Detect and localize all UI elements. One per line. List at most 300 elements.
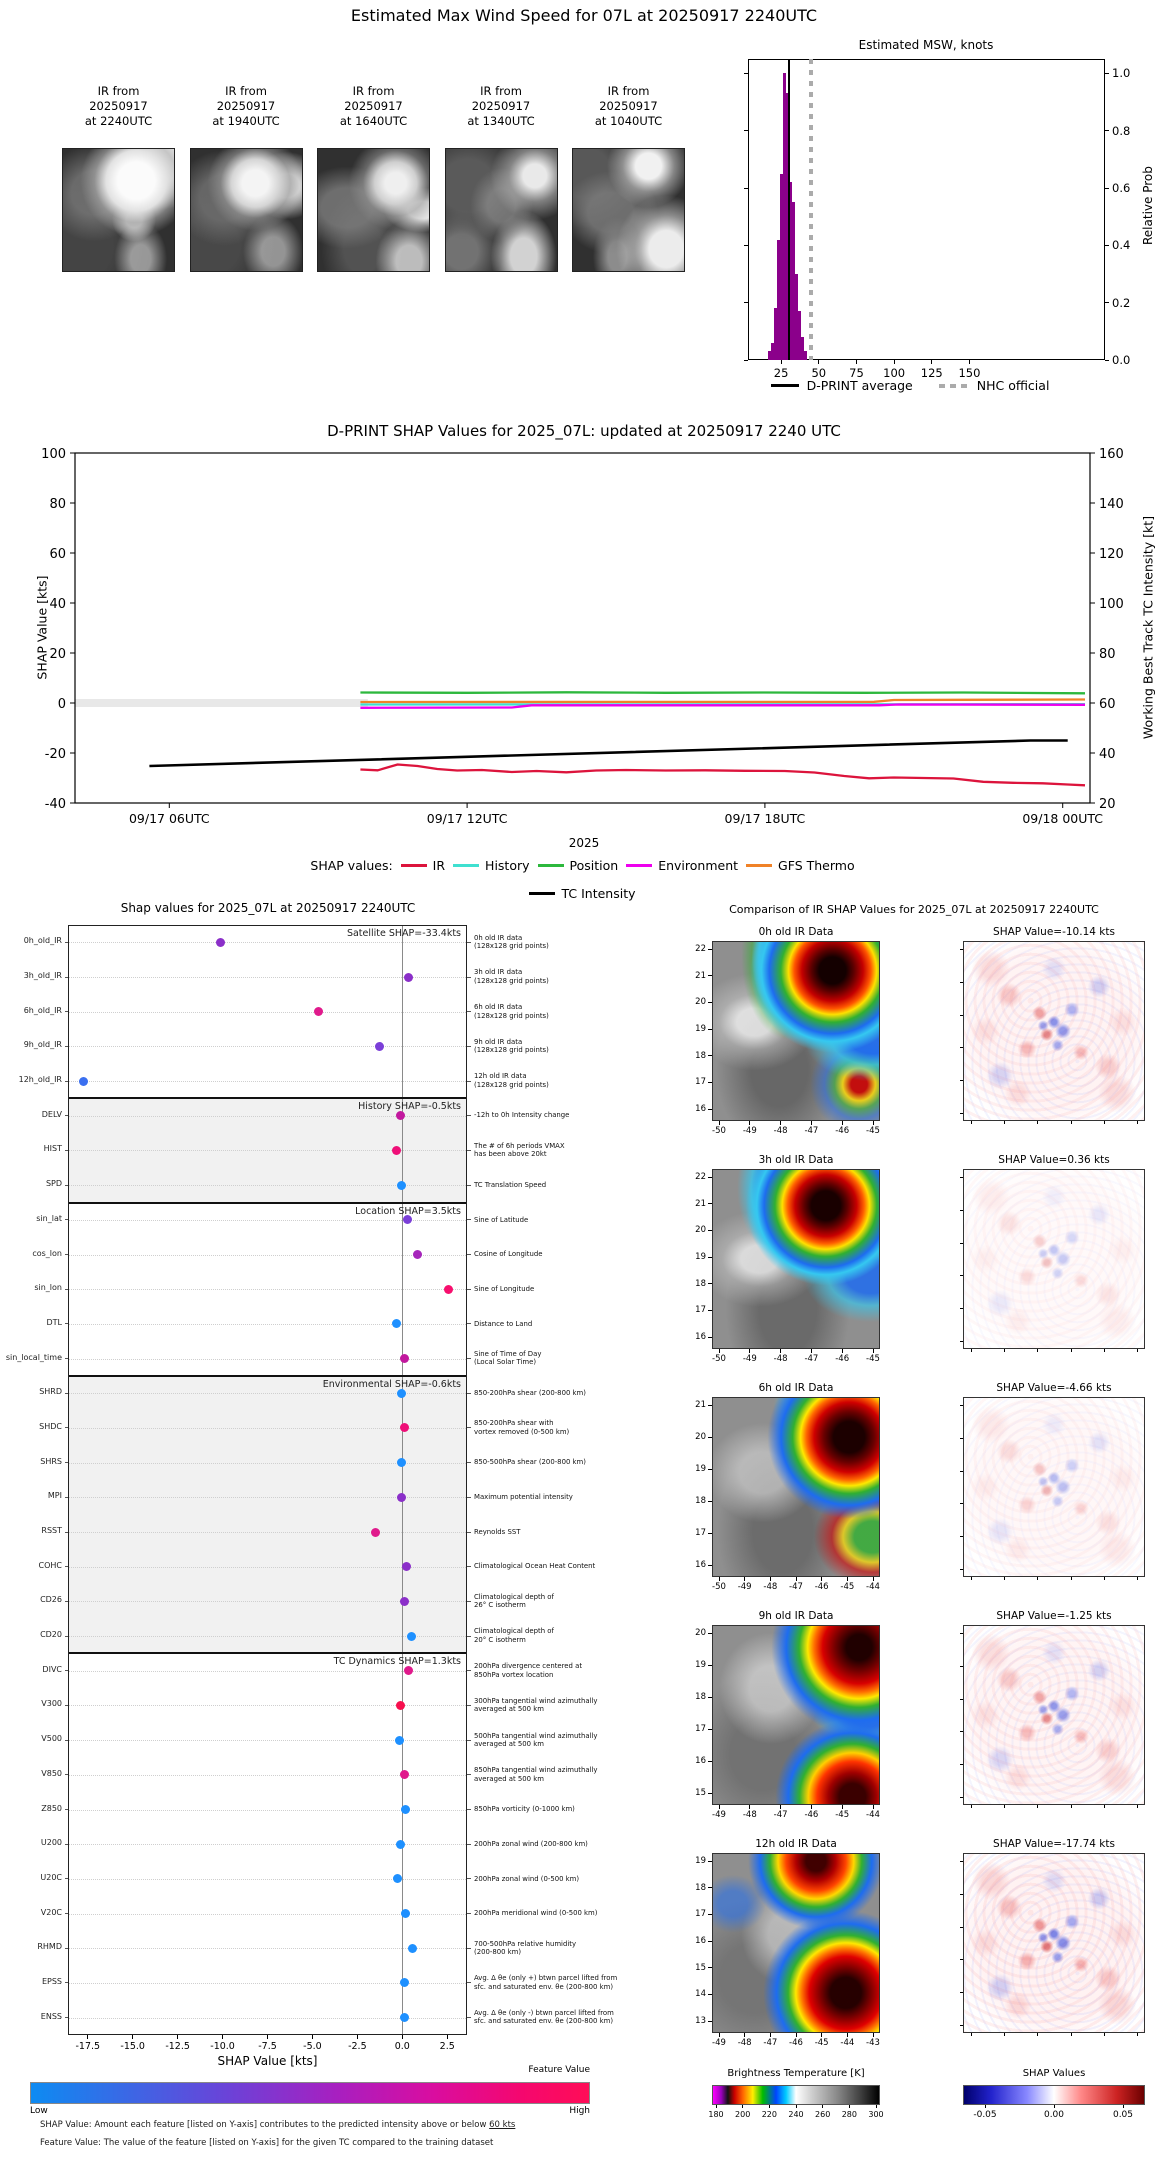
feature-right-tick bbox=[467, 1497, 471, 1498]
colorbar-low-label: Low bbox=[30, 2106, 48, 2116]
feature-description bbox=[474, 1250, 649, 1258]
feature-tick-label: U20C bbox=[40, 1872, 62, 1882]
timeseries-title: D-PRINT SHAP Values for 2025_07L: updated at 20250917 2240 UTC bbox=[327, 422, 841, 440]
lat-tick bbox=[708, 1793, 712, 1794]
shap-panel-x-tick bbox=[1104, 1577, 1105, 1580]
feature-description-line: sfc. and saturated env. θe (200-800 km) bbox=[474, 2017, 614, 2026]
lat-tick bbox=[708, 1861, 712, 1862]
lon-tick-label: -45 bbox=[840, 1582, 855, 1592]
bt-colorbar-tick bbox=[769, 2105, 770, 2108]
shap-panel-y-tick bbox=[960, 1992, 963, 1993]
feature-right-tick bbox=[467, 1636, 471, 1637]
feature-description-line: The # of 6h periods VMAX bbox=[474, 1141, 565, 1150]
lat-tick-label: 16 bbox=[695, 1560, 706, 1570]
shap-panel-y-tick bbox=[960, 1438, 963, 1439]
feature-description bbox=[474, 1875, 649, 1883]
feature-right-tick bbox=[467, 1115, 471, 1116]
feature-description-line: 850-200hPa shear with bbox=[474, 1419, 554, 1428]
timeseries-right-ylabel: Working Best Track TC Intensity [kt] bbox=[1140, 515, 1156, 740]
lat-tick bbox=[708, 2021, 712, 2022]
legend-item-environment bbox=[626, 858, 738, 873]
dotplot-x-tick-label: -7.5 bbox=[258, 2041, 277, 2052]
lon-tick bbox=[796, 1577, 797, 1581]
shap-panel-x-tick bbox=[971, 1349, 972, 1352]
shap-panel-y-tick bbox=[960, 1471, 963, 1472]
shap-panel-x-tick bbox=[1137, 1577, 1138, 1580]
dotplot-row-gridline bbox=[69, 1705, 466, 1706]
shap-panel-x-tick bbox=[1004, 1577, 1005, 1580]
shap-value-image bbox=[963, 1169, 1145, 1349]
feature-description-line: 200hPa zonal wind (200-800 km) bbox=[474, 1839, 588, 1848]
lon-tick bbox=[873, 1121, 874, 1125]
page-title: Estimated Max Wind Speed for 07L at 20250917 2240UTC bbox=[350, 6, 818, 25]
feature-left-tick bbox=[65, 1185, 68, 1186]
feature-description-line: vortex removed (0-500 km) bbox=[474, 1427, 570, 1436]
ir-data-image bbox=[712, 1625, 880, 1805]
shap-panel-x-tick bbox=[1071, 1577, 1072, 1580]
feature-description-line: 850hPa vortex location bbox=[474, 1670, 554, 1679]
feature-description bbox=[474, 1974, 649, 1991]
shap-panel-y-tick bbox=[960, 1861, 963, 1862]
feature-tick-label: V850 bbox=[41, 1768, 62, 1778]
dotplot-row-gridline bbox=[69, 1740, 466, 1741]
dotplot-x-tick bbox=[177, 2035, 178, 2039]
histogram-x-tick-label: 75 bbox=[849, 366, 864, 380]
lon-tick-label: -46 bbox=[835, 1126, 850, 1136]
feature-description-line: sfc. and saturated env. θe (200-800 km) bbox=[474, 1982, 614, 1991]
histogram-x-tick-label: 50 bbox=[811, 366, 827, 380]
shap-panel-y-tick bbox=[960, 949, 963, 950]
lat-tick bbox=[708, 1002, 712, 1003]
feature-right-tick bbox=[467, 1601, 471, 1602]
feature-description bbox=[474, 934, 649, 951]
feature-left-tick bbox=[65, 1462, 68, 1463]
feature-description-line: (128x128 grid points) bbox=[474, 942, 549, 951]
lat-tick-label: 18 bbox=[695, 1496, 706, 1506]
feature-description bbox=[474, 1562, 649, 1570]
lat-tick-label: 16 bbox=[695, 1332, 706, 1342]
feature-left-tick bbox=[65, 1289, 68, 1290]
feature-description bbox=[474, 1662, 649, 1679]
feature-description bbox=[474, 1840, 649, 1848]
lat-tick bbox=[708, 1082, 712, 1083]
feature-left-tick bbox=[65, 1150, 68, 1151]
shap-panel-y-tick bbox=[960, 1927, 963, 1928]
shap-noise-texture bbox=[964, 1398, 1144, 1576]
ir-thumbnail-label-line: 20250917 bbox=[344, 98, 403, 113]
ir-data-image bbox=[712, 941, 880, 1121]
lon-tick bbox=[744, 1577, 745, 1581]
feature-right-tick bbox=[467, 1809, 471, 1810]
feature-left-tick bbox=[65, 1046, 68, 1047]
feature-description bbox=[474, 1697, 649, 1714]
dotplot-row-gridline bbox=[69, 1497, 466, 1498]
x-tick-label: 09/17 06UTC bbox=[128, 811, 210, 826]
feature-description bbox=[474, 1627, 649, 1644]
histogram-right-tick-label: 0.8 bbox=[1112, 123, 1131, 138]
series-position bbox=[360, 692, 1085, 693]
shap-value-image bbox=[963, 1625, 1145, 1805]
shap-panel-y-tick bbox=[960, 1243, 963, 1244]
feature-description bbox=[474, 1181, 649, 1189]
feature-tick-label: cos_lon bbox=[32, 1248, 62, 1258]
feature-tick-label: sin_lat bbox=[36, 1213, 62, 1223]
histogram-right-tick-label: 0.6 bbox=[1112, 181, 1131, 195]
lat-tick bbox=[708, 1203, 712, 1204]
lon-tick-label: -50 bbox=[712, 1126, 726, 1136]
feature-description-line: Sine of Longitude bbox=[474, 1284, 535, 1293]
right-y-tick-label: 80 bbox=[1099, 647, 1116, 662]
shap-dot bbox=[371, 1528, 380, 1537]
feature-tick-label: DTL bbox=[46, 1317, 62, 1327]
legend-line-swatch bbox=[401, 864, 427, 867]
lat-tick-label: 18 bbox=[695, 1050, 706, 1061]
histogram-right-tick-label: 0.0 bbox=[1112, 353, 1131, 367]
feature-tick-label: 6h_old_IR bbox=[23, 1005, 62, 1015]
left-y-tick-label: 100 bbox=[41, 447, 66, 462]
shap-panel-y-tick bbox=[960, 1764, 963, 1765]
lat-tick bbox=[708, 949, 712, 950]
feature-description-line: (Local Solar Time) bbox=[474, 1358, 537, 1367]
feature-tick-label: sin_local_time bbox=[5, 1352, 62, 1362]
feature-description bbox=[474, 1805, 649, 1813]
x-tick-label: 09/18 00UTC bbox=[1022, 811, 1104, 826]
dotplot-row-gridline bbox=[69, 1116, 466, 1117]
legend-item-ir bbox=[401, 858, 445, 873]
lat-tick bbox=[708, 1501, 712, 1502]
lat-tick-label: 20 bbox=[695, 1432, 706, 1442]
feature-left-tick bbox=[65, 1948, 68, 1949]
shap-panel-y-tick bbox=[960, 2025, 963, 2026]
feature-description-line: 300hPa tangential wind azimuthally bbox=[474, 1696, 598, 1705]
lon-tick-label: -49 bbox=[742, 1126, 757, 1136]
ir-data-image bbox=[712, 1397, 880, 1577]
lon-tick bbox=[749, 1805, 750, 1809]
lon-tick-label: -49 bbox=[742, 1354, 757, 1364]
x-tick-label: 09/17 18UTC bbox=[724, 811, 806, 826]
feature-tick-label: RSST bbox=[41, 1526, 62, 1536]
feature-tick-label: SPD bbox=[45, 1179, 62, 1189]
shap-panel-x-tick bbox=[1071, 2033, 1072, 2036]
ir-data-title: 0h old IR Data bbox=[758, 926, 834, 938]
lat-tick-label: 19 bbox=[695, 1660, 706, 1670]
shap-dot bbox=[400, 1354, 409, 1363]
feature-tick-label: 12h_old_IR bbox=[18, 1075, 62, 1085]
feature-right-tick bbox=[467, 1982, 471, 1983]
lat-tick bbox=[708, 1665, 712, 1666]
feature-description-line: Reynolds SST bbox=[474, 1527, 521, 1536]
shap-dot bbox=[403, 1215, 412, 1224]
left-y-tick-label: -20 bbox=[44, 747, 66, 762]
shap-panel-x-tick bbox=[1071, 1349, 1072, 1352]
lon-tick bbox=[719, 1805, 720, 1809]
feature-description-line: (128x128 grid points) bbox=[474, 1080, 549, 1089]
dotplot-x-tick bbox=[447, 2035, 448, 2039]
histogram-right-tick-label: 0.4 bbox=[1112, 238, 1131, 253]
right-y-tick-label: 160 bbox=[1099, 447, 1124, 462]
feature-right-tick bbox=[467, 1462, 471, 1463]
feature-left-tick bbox=[65, 1566, 68, 1567]
ir-thumbnail-label-line: 20250917 bbox=[216, 98, 276, 113]
feature-tick-label: 9h_old_IR bbox=[23, 1040, 62, 1050]
shap-colorbar-tick-label: 0.00 bbox=[1043, 2110, 1065, 2120]
shap-panel-y-tick bbox=[960, 1113, 963, 1114]
feature-right-tick bbox=[467, 1323, 471, 1324]
shap-dot bbox=[407, 1632, 416, 1641]
feature-left-tick bbox=[65, 1844, 68, 1845]
shap-panel-y-tick bbox=[960, 1341, 963, 1342]
shap-panel-y-tick bbox=[960, 1894, 963, 1895]
shap-panel-x-tick bbox=[1104, 2033, 1105, 2036]
lon-tick bbox=[796, 2033, 797, 2037]
lat-tick bbox=[708, 1697, 712, 1698]
dotplot-row-gridline bbox=[69, 1012, 466, 1013]
dotplot-section-annotation: Location SHAP=3.5kts bbox=[355, 1205, 461, 1217]
lon-tick-label: -47 bbox=[804, 1354, 819, 1364]
dotplot-row-gridline bbox=[69, 1844, 466, 1845]
dotplot-x-tick bbox=[267, 2035, 268, 2039]
ir-thumbnail-label-line: at 1940UTC bbox=[212, 113, 280, 128]
lat-tick-label: 18 bbox=[695, 1278, 706, 1289]
lon-tick bbox=[719, 1349, 720, 1353]
shap-dot bbox=[400, 2013, 409, 2022]
dotplot-row-gridline bbox=[69, 1879, 466, 1880]
feature-description-line: Sine of Time of Day bbox=[474, 1349, 542, 1358]
lon-tick bbox=[719, 1121, 720, 1125]
lat-tick-label: 16 bbox=[695, 1936, 706, 1946]
shap-dot bbox=[400, 1597, 409, 1606]
feature-left-tick bbox=[65, 1774, 68, 1775]
feature-description bbox=[474, 1419, 649, 1436]
series-ir bbox=[360, 765, 1085, 786]
lat-tick bbox=[708, 1055, 712, 1056]
bt-colorbar-tick-label: 280 bbox=[841, 2110, 857, 2119]
shap-dot bbox=[408, 1944, 417, 1953]
shap-colorbar-tick bbox=[985, 2105, 986, 2108]
shap-panel-x-tick bbox=[1104, 1805, 1105, 1808]
x-tick-label: 09/17 12UTC bbox=[426, 811, 508, 826]
legend-line-swatch bbox=[538, 864, 564, 867]
shap-panel-x-tick bbox=[1137, 1805, 1138, 1808]
timeseries-svg bbox=[0, 0, 1168, 980]
lat-tick bbox=[708, 1729, 712, 1730]
lon-tick bbox=[842, 1805, 843, 1809]
lon-tick bbox=[873, 1805, 874, 1809]
lat-tick-label: 17 bbox=[695, 1909, 706, 1920]
feature-right-tick bbox=[467, 1948, 471, 1949]
lat-tick bbox=[708, 1887, 712, 1888]
shap-value-title: SHAP Value=-17.74 kts bbox=[993, 1838, 1115, 1850]
feature-description-line: averaged at 500 km bbox=[474, 1774, 544, 1783]
shap-panel-x-tick bbox=[1037, 1121, 1038, 1124]
feature-right-tick bbox=[467, 1670, 471, 1671]
dotplot-row-gridline bbox=[69, 1463, 466, 1464]
feature-description bbox=[474, 1038, 649, 1055]
lon-tick-label: -44 bbox=[840, 2038, 855, 2048]
bt-colorbar-tick-label: 180 bbox=[708, 2110, 724, 2119]
shap-panel-y-tick bbox=[960, 1731, 963, 1732]
footnote-shap-value-text: SHAP Value: Amount each feature [listed on Y-axis] contributes to the predicted intensity above or below bbox=[40, 2120, 490, 2130]
shap-panel-x-tick bbox=[1004, 1805, 1005, 1808]
dotplot-row-gridline bbox=[69, 1255, 466, 1256]
feature-description bbox=[474, 1350, 649, 1367]
feature-description-line: 3h old IR data bbox=[474, 968, 523, 977]
lon-tick-label: -47 bbox=[773, 1810, 788, 1820]
feature-tick-label: V500 bbox=[41, 1734, 62, 1744]
legend-item-label: History bbox=[485, 858, 530, 873]
shap-dot bbox=[404, 1666, 413, 1675]
feature-left-tick bbox=[65, 1601, 68, 1602]
dotplot-section-annotation: Environmental SHAP=-0.6kts bbox=[322, 1378, 461, 1390]
right-y-tick-label: 40 bbox=[1099, 747, 1116, 762]
dotplot-section-annotation: TC Dynamics SHAP=1.3kts bbox=[333, 1656, 461, 1668]
feature-description-line: 20° C isotherm bbox=[474, 1635, 526, 1644]
feature-left-tick bbox=[65, 1913, 68, 1914]
lat-tick-label: 13 bbox=[695, 2016, 706, 2026]
legend-item-label: Position bbox=[569, 858, 619, 873]
ir-thumbnail-label-line: IR from bbox=[352, 84, 395, 98]
dotplot-x-tick-label: -5.0 bbox=[303, 2041, 322, 2052]
feature-right-tick bbox=[467, 1878, 471, 1879]
lon-tick bbox=[873, 2033, 874, 2037]
shap-panel-x-tick bbox=[1004, 1121, 1005, 1124]
lat-tick-label: 18 bbox=[695, 1882, 706, 1893]
shap-panel-x-tick bbox=[1037, 2033, 1038, 2036]
feature-left-tick bbox=[65, 2017, 68, 2018]
dotplot-section-divider bbox=[68, 1375, 467, 1377]
feature-tick-label: U200 bbox=[40, 1838, 62, 1848]
feature-description-line: Distance to Land bbox=[474, 1319, 533, 1328]
feature-description-line: (128x128 grid points) bbox=[474, 1046, 549, 1055]
feature-description-line: 850-500hPa shear (200-800 km) bbox=[474, 1458, 586, 1467]
lon-tick-label: -49 bbox=[712, 1810, 726, 1820]
lon-tick-label: -46 bbox=[814, 1582, 829, 1592]
dotplot-x-tick-label: -17.5 bbox=[75, 2041, 101, 2052]
dotplot-x-tick-label: 2.5 bbox=[439, 2041, 455, 2052]
shap-dot bbox=[375, 1042, 384, 1051]
dotplot-row-gridline bbox=[69, 1081, 466, 1082]
feature-tick-label: 0h_old_IR bbox=[23, 936, 62, 946]
shap-panel-y-tick bbox=[960, 1308, 963, 1309]
lat-tick bbox=[708, 1283, 712, 1284]
shap-dot bbox=[401, 1805, 410, 1814]
lat-tick bbox=[708, 1177, 712, 1178]
ir-data-title: 9h old IR Data bbox=[758, 1610, 834, 1622]
feature-left-tick bbox=[65, 1393, 68, 1394]
footnote-feature-value bbox=[40, 2138, 493, 2148]
feature-tick-label: RHMD bbox=[37, 1942, 62, 1952]
histogram-x-tick-label: 150 bbox=[958, 366, 981, 380]
histogram-x-tick-label: 100 bbox=[883, 366, 906, 380]
feature-right-tick bbox=[467, 1046, 471, 1047]
feature-right-tick bbox=[467, 1289, 471, 1290]
shap-dot bbox=[397, 1181, 406, 1190]
histogram-right-tick-label: 1.0 bbox=[1112, 66, 1131, 81]
shap-panel-y-tick bbox=[960, 1569, 963, 1570]
lat-tick-label: 16 bbox=[695, 1756, 706, 1766]
feature-description-line: Avg. Δ θe (only +) btwn parcel lifted from bbox=[474, 1974, 618, 1983]
feature-left-tick bbox=[65, 1427, 68, 1428]
lon-tick-label: -47 bbox=[789, 1582, 803, 1592]
bt-colorbar-title: Brightness Temperature [K] bbox=[727, 2068, 865, 2079]
dotplot-row-gridline bbox=[69, 1289, 466, 1290]
dotplot-section-divider bbox=[68, 1202, 467, 1204]
lon-tick bbox=[811, 1121, 812, 1125]
legend-item-label: TC Intensity bbox=[561, 886, 636, 901]
feature-right-tick bbox=[467, 1185, 471, 1186]
lon-tick-label: -46 bbox=[804, 1810, 819, 1820]
shap-value-title: SHAP Value=-4.66 kts bbox=[996, 1382, 1112, 1394]
feature-left-tick bbox=[65, 1219, 68, 1220]
legend-line-swatch bbox=[453, 864, 479, 867]
ir-data-title: 12h old IR Data bbox=[755, 1838, 837, 1850]
lon-tick-label: -44 bbox=[866, 1582, 880, 1592]
lon-tick bbox=[770, 2033, 771, 2037]
shap-value-image bbox=[963, 1853, 1145, 2033]
ir-thumbnail-label-line: 20250917 bbox=[599, 98, 658, 113]
timeseries-plot-box bbox=[75, 453, 1090, 803]
feature-left-tick bbox=[65, 1532, 68, 1533]
feature-left-tick bbox=[65, 977, 68, 978]
legend-item-label: IR bbox=[432, 858, 446, 873]
lon-tick-label: -48 bbox=[742, 1810, 757, 1820]
feature-description-line: 700-500hPa relative humidity bbox=[474, 1939, 577, 1948]
feature-tick-label: 3h_old_IR bbox=[23, 971, 62, 981]
shap-noise-texture bbox=[964, 1626, 1144, 1804]
dotplot-x-tick-label: 0.0 bbox=[394, 2041, 410, 2052]
lat-tick bbox=[708, 1109, 712, 1110]
feature-description-line: 200hPa divergence centered at bbox=[474, 1662, 583, 1671]
lon-tick-label: -45 bbox=[835, 1810, 850, 1820]
lon-tick-label: -45 bbox=[814, 2038, 829, 2048]
shap-panel-x-tick bbox=[1104, 1121, 1105, 1124]
lon-tick bbox=[744, 2033, 745, 2037]
left-y-tick-label: 80 bbox=[49, 497, 66, 512]
feature-left-tick bbox=[65, 1497, 68, 1498]
feature-description bbox=[474, 1493, 649, 1501]
feature-left-tick bbox=[65, 1081, 68, 1082]
feature-left-tick bbox=[65, 1011, 68, 1012]
feature-tick-label: CD26 bbox=[40, 1595, 62, 1605]
lat-tick-label: 16 bbox=[695, 1104, 706, 1114]
lon-tick bbox=[842, 1121, 843, 1125]
feature-tick-label: V300 bbox=[41, 1699, 62, 1709]
shap-panel-x-tick bbox=[1137, 2033, 1138, 2036]
lat-tick-label: 20 bbox=[695, 1628, 706, 1638]
lon-tick-label: -50 bbox=[712, 1582, 726, 1592]
shap-panel-y-tick bbox=[960, 1503, 963, 1504]
ir-thumbnail-label-line: at 1040UTC bbox=[594, 113, 663, 128]
shap-dot bbox=[400, 1978, 409, 1987]
lon-tick-label: -49 bbox=[737, 1582, 752, 1592]
shap-panel-x-tick bbox=[971, 1805, 972, 1808]
zero-reference-band bbox=[75, 699, 368, 707]
timeseries-legend-row1 bbox=[75, 858, 1090, 873]
feature-description bbox=[474, 1285, 649, 1293]
lon-tick bbox=[811, 1349, 812, 1353]
lat-tick-label: 19 bbox=[695, 1024, 706, 1034]
ir-thumbnail-label-line: at 2240UTC bbox=[84, 113, 153, 128]
feature-tick-label: sin_lon bbox=[34, 1283, 62, 1293]
dotplot-row-gridline bbox=[69, 1324, 466, 1325]
shap-panel-y-tick bbox=[960, 1080, 963, 1081]
lat-tick-label: 17 bbox=[695, 1077, 706, 1088]
lon-tick-label: -45 bbox=[866, 1354, 880, 1364]
feature-left-tick bbox=[65, 1670, 68, 1671]
lat-tick bbox=[708, 1761, 712, 1762]
shap-value-image bbox=[963, 941, 1145, 1121]
feature-left-tick bbox=[65, 1982, 68, 1983]
